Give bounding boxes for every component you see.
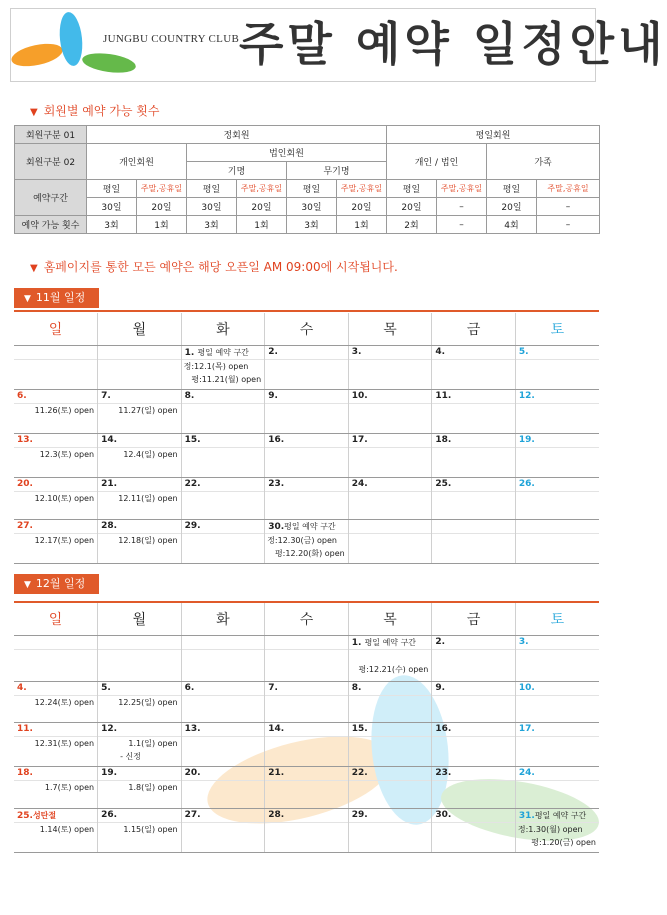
- open-date: 1.15(일) open: [123, 825, 178, 834]
- booking-note: 평일 예약 구간: [364, 638, 417, 647]
- count-cell: 3회: [287, 216, 337, 234]
- calendar-cell: [348, 520, 432, 564]
- row-header: 회원구분 02: [15, 144, 87, 180]
- club-logo: [13, 11, 138, 81]
- tab-december: ▼ 12월 일정: [14, 574, 99, 594]
- calendar-cell: 3.: [515, 636, 599, 682]
- calendar-cell: 28.: [265, 809, 349, 853]
- calendar-cell: 18.: [432, 434, 516, 478]
- count-cell: –: [437, 216, 487, 234]
- calendar-cell: 29.: [181, 520, 265, 564]
- calendar-cell: 12.: [515, 390, 599, 434]
- day-type: 주말,공휴일: [437, 180, 487, 198]
- day-type: 평일: [487, 180, 537, 198]
- calendar-cell: 13.: [181, 723, 265, 767]
- period-cell: 20일: [137, 198, 187, 216]
- calendar-cell: 16.: [432, 723, 516, 767]
- calendar-cell: 24.: [348, 478, 432, 520]
- weekday-sat: 토: [515, 313, 599, 346]
- quota-header: 정회원: [87, 126, 387, 144]
- count-cell: 3회: [187, 216, 237, 234]
- open-date: 1.14(토) open: [39, 825, 95, 834]
- calendar-cell: 4. 12.24(토) open: [14, 682, 98, 723]
- day-type: 주말,공휴일: [537, 180, 600, 198]
- calendar-cell: 14. 12.4(일) open: [98, 434, 182, 478]
- calendar-cell: [432, 520, 516, 564]
- calendar-cell: 27. 12.17(토) open: [14, 520, 98, 564]
- tab-november: ▼ 11월 일정: [14, 288, 99, 308]
- calendar-cell: 9.: [432, 682, 516, 723]
- weekday-header-row: [14, 313, 599, 346]
- open-date: 평:12.20(화) open: [274, 549, 345, 558]
- period-cell: –: [437, 198, 487, 216]
- calendar-cell: 5. 12.25(일) open: [98, 682, 182, 723]
- open-time-notice: ▼ 홈페이지를 통한 모든 예약은 해당 오픈일 AM 09:00에 시작됩니다.: [30, 260, 398, 274]
- calendar-cell: 15.: [181, 434, 265, 478]
- count-cell: 2회: [387, 216, 437, 234]
- day-number: 31.: [518, 811, 535, 821]
- holiday-label: 성탄절: [32, 811, 57, 820]
- calendar-cell: 28. 12.18(일) open: [98, 520, 182, 564]
- open-date: 정:12.30(금) open: [267, 536, 337, 545]
- period-cell: 30일: [287, 198, 337, 216]
- quota-header: 무기명: [287, 162, 387, 180]
- december-calendar: [14, 603, 599, 853]
- calendar-cell: [14, 809, 98, 853]
- calendar-cell: 25.: [432, 478, 516, 520]
- day-number: 1.: [351, 638, 362, 648]
- quota-header: 법인회원: [187, 144, 387, 162]
- calendar-cell: 27.: [181, 809, 265, 853]
- open-date: 12.4(일) open: [123, 450, 178, 459]
- day-type: 주말,공휴일: [337, 180, 387, 198]
- quota-header: 평일회원: [387, 126, 600, 144]
- day-type: 평일: [87, 180, 137, 198]
- calendar-cell: 23.: [265, 478, 349, 520]
- calendar-cell: [515, 520, 599, 564]
- booking-note: 평일 예약 구간: [534, 811, 587, 820]
- calendar-cell: 17.: [515, 723, 599, 767]
- calendar-cell: 9.: [265, 390, 349, 434]
- count-cell: 1회: [137, 216, 187, 234]
- weekday-mon: 월: [98, 313, 182, 346]
- open-date: 정:12.1(목) open: [183, 362, 249, 371]
- week-row: [14, 682, 599, 723]
- open-date: 정:1.30(월) open: [517, 825, 583, 834]
- day-type: 평일: [387, 180, 437, 198]
- calendar-cell: 13. 12.3(토) open: [14, 434, 98, 478]
- calendar-cell: 20.: [181, 767, 265, 809]
- open-date: 1.1(일) open: [128, 739, 178, 748]
- calendar-cell: 14.: [265, 723, 349, 767]
- quota-header: 개인 / 법인: [387, 144, 487, 180]
- day-number: 25.: [17, 811, 33, 821]
- calendar-cell: 10.: [348, 390, 432, 434]
- calendar-cell: 19.: [515, 434, 599, 478]
- day-type: 평일: [187, 180, 237, 198]
- calendar-cell: 29.: [348, 809, 432, 853]
- day-number: 30.: [268, 522, 285, 532]
- period-cell: 20일: [337, 198, 387, 216]
- week-row: [14, 390, 599, 434]
- week-row: [14, 346, 599, 390]
- calendar-cell: 15.: [348, 723, 432, 767]
- open-date: 1.8(일) open: [128, 783, 178, 792]
- open-date: 12.3(토) open: [39, 450, 95, 459]
- calendar-cell: 20. 12.10(토) open: [14, 478, 98, 520]
- calendar-cell: 7.: [265, 682, 349, 723]
- calendar-cell: [14, 636, 98, 682]
- calendar-cell: 21. 12.11(일) open: [98, 478, 182, 520]
- calendar-cell: [265, 636, 349, 682]
- triangle-icon: ▼: [24, 294, 31, 304]
- row-header: 예약구간: [15, 180, 87, 216]
- day-number: 1.: [184, 348, 195, 358]
- page-title: 주말 예약 일정안내: [239, 17, 667, 71]
- day-type: 주말,공휴일: [137, 180, 187, 198]
- count-cell: 1회: [237, 216, 287, 234]
- weekday-tue: 화: [181, 313, 265, 346]
- period-cell: 30일: [187, 198, 237, 216]
- booking-note: 평일 예약 구간: [284, 522, 336, 531]
- count-cell: 3회: [87, 216, 137, 234]
- weekday-wed: 수: [265, 603, 349, 636]
- open-date: 12.24(토) open: [34, 698, 95, 707]
- quota-header: 기명: [187, 162, 287, 180]
- open-date: 12.31(토) open: [34, 739, 95, 748]
- period-cell: –: [537, 198, 600, 216]
- calendar-cell: [98, 346, 182, 390]
- weekday-thu: 목: [348, 603, 432, 636]
- weekday-thu: 목: [348, 313, 432, 346]
- calendar-cell: 17.: [348, 434, 432, 478]
- period-cell: 20일: [237, 198, 287, 216]
- open-date: 평:12.21(수) open: [358, 665, 429, 674]
- calendar-cell: 3.: [348, 346, 432, 390]
- calendar-cell: 10.: [515, 682, 599, 723]
- weekday-fri: 금: [432, 313, 516, 346]
- booking-quota-table: [14, 125, 600, 234]
- week-row: [14, 478, 599, 520]
- day-type: 주말,공휴일: [237, 180, 287, 198]
- open-date: 12.18(일) open: [118, 536, 178, 545]
- open-date: 1.7(토) open: [44, 783, 95, 792]
- calendar-cell: 26.: [515, 478, 599, 520]
- booking-note: 평일 예약 구간: [197, 348, 249, 357]
- period-cell: 30일: [87, 198, 137, 216]
- calendar-cell: 19. 1.8(일) open: [98, 767, 182, 809]
- calendar-cell: [98, 636, 182, 682]
- triangle-icon: ▼: [30, 107, 38, 118]
- calendar-cell: 7. 11.27(일) open: [98, 390, 182, 434]
- week-row: [14, 636, 599, 682]
- count-cell: 1회: [337, 216, 387, 234]
- week-row: [14, 809, 599, 853]
- calendar-cell: 24.: [515, 767, 599, 809]
- calendar-cell: [265, 520, 349, 564]
- calendar-cell: [181, 346, 265, 390]
- day-type: 평일: [287, 180, 337, 198]
- weekday-header-row: [14, 603, 599, 636]
- calendar-cell: [181, 636, 265, 682]
- triangle-icon: ▼: [30, 263, 38, 274]
- calendar-cell: 6.: [181, 682, 265, 723]
- calendar-cell: 5.: [515, 346, 599, 390]
- calendar-cell: 12. 1.1(일) open - 신정: [98, 723, 182, 767]
- row-header: 예약 가능 횟수: [15, 216, 87, 234]
- calendar-cell: 21.: [265, 767, 349, 809]
- quota-header: 가족: [487, 144, 600, 180]
- calendar-cell: 30.: [432, 809, 516, 853]
- page-header: [10, 8, 667, 82]
- calendar-cell: 8.: [348, 682, 432, 723]
- count-cell: 4회: [487, 216, 537, 234]
- calendar-cell: 2.: [432, 636, 516, 682]
- calendar-cell: 11.: [432, 390, 516, 434]
- week-row: [14, 723, 599, 767]
- week-row: [14, 520, 599, 564]
- calendar-cell: 6. 11.26(토) open: [14, 390, 98, 434]
- calendar-cell: [515, 809, 599, 853]
- weekday-sun: 일: [14, 313, 98, 346]
- calendar-cell: 4.: [432, 346, 516, 390]
- open-date: 12.11(일) open: [118, 494, 178, 503]
- calendar-cell: [348, 636, 432, 682]
- calendar-cell: 22.: [348, 767, 432, 809]
- calendar-cell: 11. 12.31(토) open: [14, 723, 98, 767]
- week-row: [14, 434, 599, 478]
- open-date: 평:1.20(금) open: [531, 838, 596, 847]
- period-cell: 20일: [487, 198, 537, 216]
- weekday-fri: 금: [432, 603, 516, 636]
- calendar-cell: 18. 1.7(토) open: [14, 767, 98, 809]
- calendar-cell: 26. 1.15(일) open: [98, 809, 182, 853]
- week-row: [14, 767, 599, 809]
- open-date: 12.10(토) open: [34, 494, 95, 503]
- divider: [14, 310, 599, 312]
- open-date: 평:11.21(월) open: [191, 375, 262, 384]
- triangle-icon: ▼: [24, 580, 31, 590]
- weekday-mon: 월: [98, 603, 182, 636]
- period-cell: 20일: [387, 198, 437, 216]
- weekday-wed: 수: [265, 313, 349, 346]
- quota-header: 개인회원: [87, 144, 187, 180]
- open-date: 11.26(토) open: [34, 406, 95, 415]
- calendar-cell: 2.: [265, 346, 349, 390]
- open-date: 12.17(토) open: [34, 536, 95, 545]
- quota-section-title: ▼ 회원별 예약 가능 횟수: [30, 104, 160, 118]
- open-date: 11.27(일) open: [118, 406, 178, 415]
- holiday-note: - 신정: [120, 752, 141, 761]
- november-calendar: [14, 313, 599, 564]
- calendar-cell: 22.: [181, 478, 265, 520]
- row-header: 회원구분 01: [15, 126, 87, 144]
- weekday-sun: 일: [14, 603, 98, 636]
- weekday-tue: 화: [181, 603, 265, 636]
- calendar-cell: [14, 346, 98, 390]
- count-cell: –: [537, 216, 600, 234]
- club-name: JUNGBU COUNTRY CLUB: [103, 33, 240, 45]
- calendar-cell: 23.: [432, 767, 516, 809]
- open-date: 12.25(일) open: [118, 698, 178, 707]
- calendar-cell: 8.: [181, 390, 265, 434]
- calendar-cell: 16.: [265, 434, 349, 478]
- weekday-sat: 토: [515, 603, 599, 636]
